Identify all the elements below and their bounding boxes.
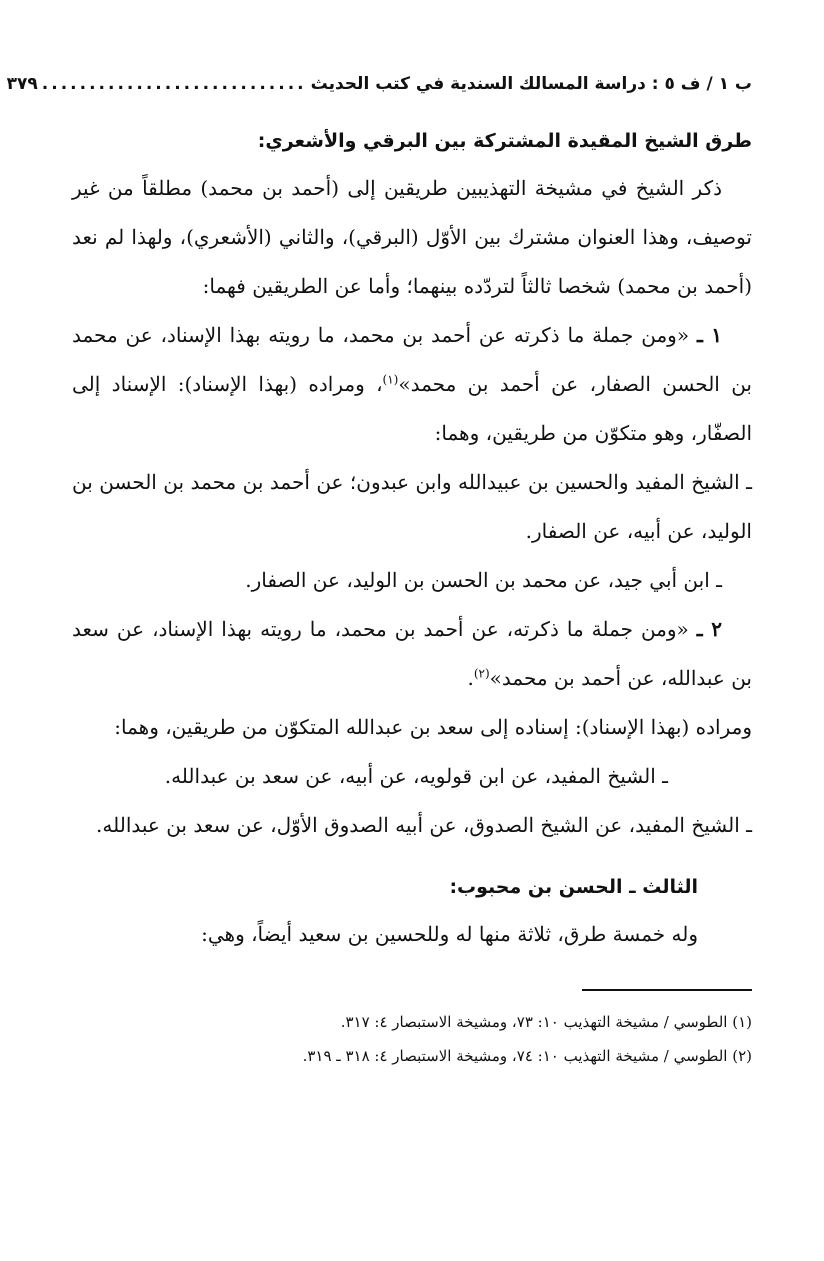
running-head-dots: ............................ (41, 74, 307, 94)
item-2-end: . (467, 666, 474, 690)
item-2-route-a: ـ الشيخ المفيد، عن ابن قولويه، عن أبيه، عن سعد بن عبدالله. (164, 764, 668, 788)
item-1-route-b: ـ ابن أبي جيد، عن محمد بن الحسن بن الوليد، عن الصفار. (245, 568, 722, 592)
section-title: طرق الشيخ المقيدة المشتركة بين البرقي والأشعري: (257, 130, 752, 152)
section-3-intro: وله خمسة طرق، ثلاثة منها له وللحسين بن سعيد أيضاً، وهي: (201, 922, 698, 946)
page-number: ٣٧٩ (6, 74, 38, 94)
item-1-paragraph (72, 311, 752, 458)
footnote-ref-2[interactable]: (٢) (473, 666, 490, 681)
item-2-paragraph (72, 605, 752, 703)
running-head-title: ب ١ / ف ٥ : دراسة المسالك السندية في كتب الحديث (310, 74, 752, 94)
item-1-quote: «ومن جملة ما ذكرته عن أحمد بن محمد، ما رويته بهذا الإسناد، عن محمد بن الحسن الصفار، عن أحمد بن محمد» (72, 323, 752, 396)
footnote-divider (582, 989, 752, 991)
item-2-route-b: ـ الشيخ المفيد، عن الشيخ الصدوق، عن أبيه الصدوق الأوّل، عن سعد بن عبدالله. (96, 813, 752, 837)
item-2-quote: «ومن جملة ما ذكرته، عن أحمد بن محمد، ما رويته بهذا الإسناد، عن سعد بن عبدالله، عن أحمد بن محمد» (72, 617, 752, 690)
item-1-route-a: ـ الشيخ المفيد والحسين بن عبيدالله وابن عبدون؛ عن أحمد بن محمد بن الحسن بن الوليد، عن أبيه، عن الصفار. (72, 470, 752, 543)
item-2-explanation: ومراده (بهذا الإسناد): إسناده إلى سعد بن عبدالله المتكوّن من طريقين، وهما: (114, 715, 752, 739)
footnote-1: (١) الطوسي / مشيخة التهذيب ١٠: ٧٣، ومشيخة الاستبصار ٤: ٣١٧. (340, 1013, 752, 1031)
footnote-ref-1[interactable]: (١) (382, 372, 399, 387)
intro-paragraph: ذكر الشيخ في مشيخة التهذيبين طريقين إلى (أحمد بن محمد) مطلقاً من غير توصيف، وهذا العنوان مشترك بين الأوّل (البرقي)، والثاني (الأشعري)، ولهذا لم نعد (أحمد بن محمد) شخصا ثالثاً لتردّده بينهما؛ وأما عن الطريقين فهما: (72, 176, 752, 298)
item-1-explanation: ، ومراده (بهذا الإسناد): الإسناد إلى الصفّار، وهو متكوّن من طريقين، وهما: (72, 372, 752, 445)
section-3-title: الثالث ـ الحسن بن محبوب: (449, 876, 698, 898)
footnote-2: (٢) الطوسي / مشيخة التهذيب ١٠: ٧٤، ومشيخة الاستبصار ٤: ٣١٨ ـ ٣١٩. (302, 1047, 752, 1065)
item-2-number: ٢ ـ (696, 617, 723, 641)
running-head (6, 74, 752, 104)
item-1-number: ١ ـ (696, 323, 723, 347)
book-page (6, 74, 752, 1221)
